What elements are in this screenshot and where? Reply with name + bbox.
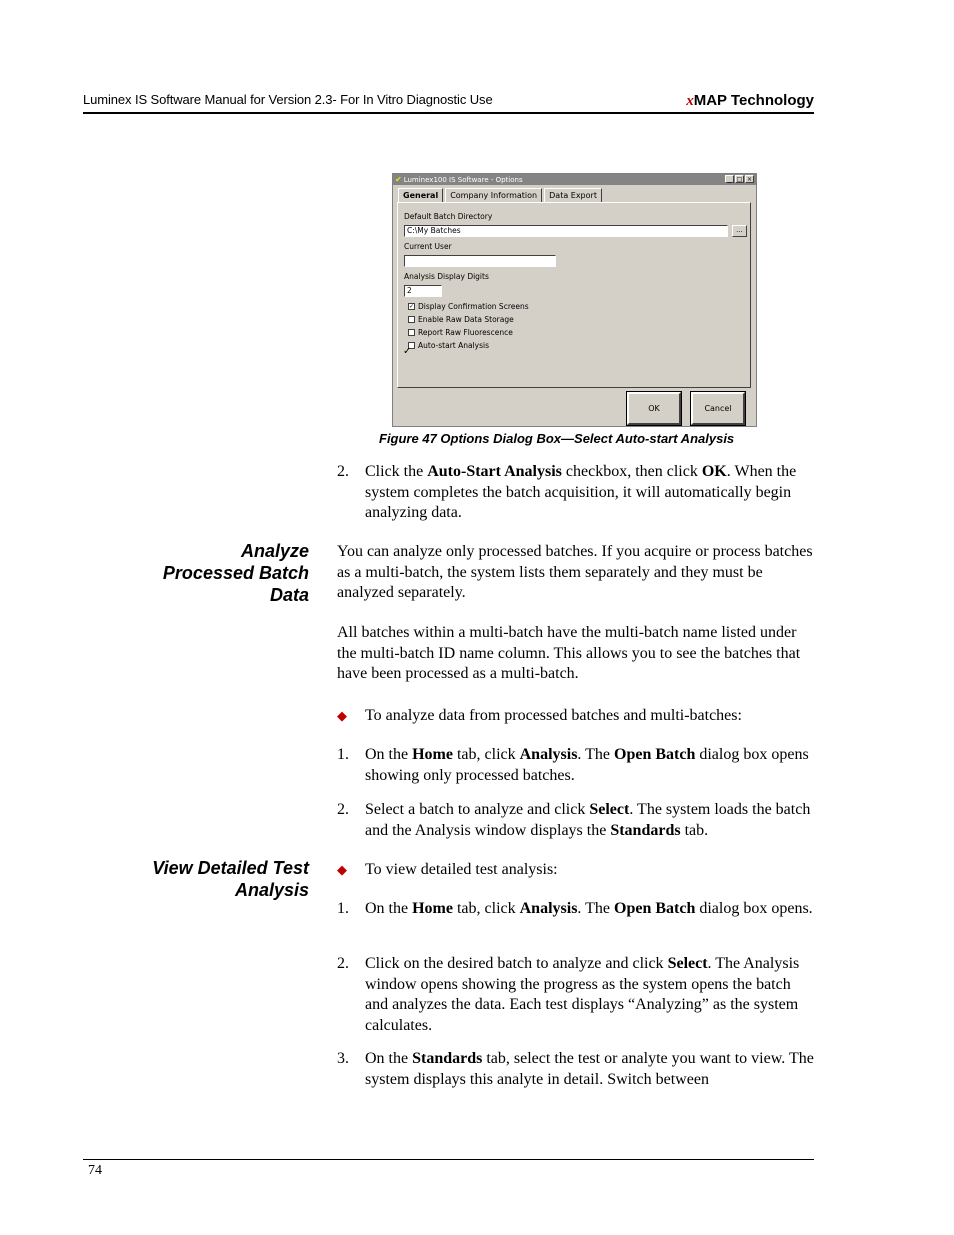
diamond-bullet-icon: ◆ (337, 708, 347, 723)
analysis-digits-label: Analysis Display Digits (404, 272, 489, 281)
tab-data-export: Data Export (544, 188, 602, 203)
checkbox-report-raw-fluorescence (408, 328, 513, 337)
step-text: Click the Auto-Start Analysis checkbox, then click OK. When the system completes the batch acquisition, it will automatically begin analyzing data. (365, 463, 797, 521)
paragraph-processed-batches: You can analyze only processed batches. If you acquire or process batches as a multi-batch, the system lists them separately and they must be analyzed separately. (337, 543, 813, 601)
general-panel (397, 202, 751, 388)
checkbox-checked-icon: ✓ (409, 303, 415, 310)
procedure-bullet-analyze: ◆ To analyze data from processed batches and multi-batches: (337, 706, 742, 727)
checkbox-icon (408, 329, 415, 336)
dialog-title: Luminex100 IS Software - Options (403, 176, 523, 184)
options-dialog-figure (392, 173, 757, 427)
mouse-cursor-icon: ✓ (403, 346, 412, 357)
step-number: 2. (337, 463, 349, 480)
running-header-title: Luminex IS Software Manual for Version 2.3- For In Vitro Diagnostic Use (83, 92, 493, 107)
step-view-1: 1. On the Home tab, click Analysis. The Open Batch dialog box opens. (337, 900, 813, 917)
header-rule (83, 112, 814, 114)
footer-rule (83, 1159, 814, 1160)
figure-caption: Figure 47 Options Dialog Box—Select Auto-start Analysis (379, 431, 735, 446)
dialog-tabs (398, 188, 604, 203)
checkbox-label: Display Confirmation Screens (418, 302, 529, 311)
page-number: 74 (88, 1163, 102, 1178)
step-analyze-1: 1. On the Home tab, click Analysis. The Open Batch dialog box opens showing only processed batches. (337, 746, 809, 784)
checkbox-enable-raw-data (408, 315, 514, 324)
procedure-bullet-view: ◆ To view detailed test analysis: (337, 860, 558, 881)
current-user-label: Current User (404, 242, 452, 251)
step-view-2: 2. Click on the desired batch to analyze and click Select. The Analysis window opens showing the progress as the system opens the batch and analyzes the data. Each test displays “Analyzing” as the system calculates. (337, 955, 800, 1034)
step-view-3: 3. On the Standards tab, select the test or analyte you want to view. The system displays this analyte in detail. Switch between (337, 1050, 814, 1088)
checkbox-label: Report Raw Fluorescence (418, 328, 513, 337)
current-user-field (404, 255, 556, 267)
close-icon: × (746, 176, 753, 183)
app-check-icon: ✔ (395, 175, 402, 184)
analysis-digits-field: 2 (404, 285, 442, 297)
brand-x: x (686, 93, 694, 109)
paragraph-multi-batch: All batches within a multi-batch have the multi-batch name listed under the multi-batch ID name column. This allows you to see the batches that have been processed as a multi-batch. (337, 624, 801, 682)
checkbox-auto-start-analysis (408, 341, 489, 350)
window-buttons (725, 175, 754, 183)
brand-logo (686, 92, 814, 110)
ok-button: OK (627, 392, 681, 425)
diamond-bullet-icon: ◆ (337, 862, 347, 877)
checkbox-label: Auto-start Analysis (418, 341, 490, 350)
maximize-icon: □ (736, 176, 743, 183)
checkbox-label: Enable Raw Data Storage (418, 315, 514, 324)
brand-text: MAP Technology (693, 92, 814, 109)
section-heading-analyze: Analyze Processed Batch Data (162, 541, 309, 605)
cancel-button: Cancel (691, 392, 745, 425)
checkbox-display-confirmation (408, 302, 529, 311)
dialog-title-bar (393, 174, 756, 185)
tab-general: General (398, 188, 443, 203)
checkbox-icon (408, 316, 415, 323)
tab-company-information: Company Information (445, 188, 542, 203)
step-analyze-2: 2. Select a batch to analyze and click Select. The system loads the batch and the Analysis window displays the Standards tab. (337, 801, 811, 839)
default-batch-directory-field: C:\My Batches (404, 225, 728, 237)
default-batch-directory-label: Default Batch Directory (404, 212, 493, 221)
minimize-icon: _ (725, 175, 734, 183)
browse-button: ... (732, 225, 747, 237)
section-heading-view: View Detailed Test Analysis (152, 858, 309, 900)
step-auto-start (337, 462, 815, 524)
